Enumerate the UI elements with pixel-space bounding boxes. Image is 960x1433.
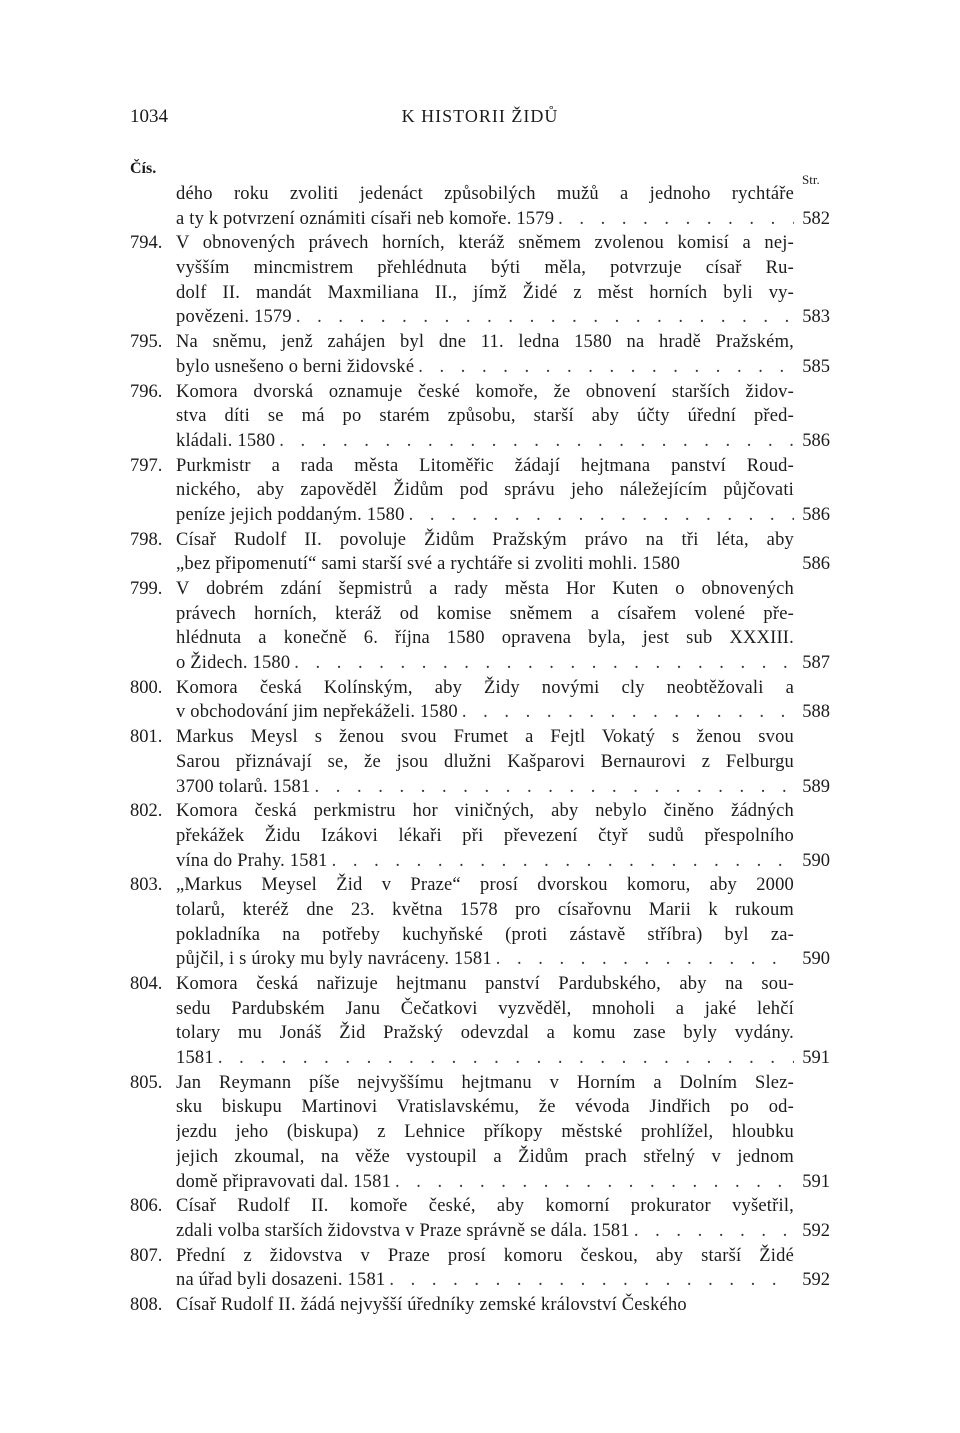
entry-text [176,380,794,454]
entry-last-line [176,1268,794,1293]
entry-text [176,1293,794,1318]
entry-last-line [176,1170,794,1195]
page-number: 1034 [130,106,168,127]
entry-text-line: kládali. 1580 [176,430,276,451]
entry-number: 801. [130,727,163,748]
entry-page-number: 588 [802,702,830,723]
entry-text-line: právech horních, kteráž od komise sněmem a císařem volené pře- [176,603,794,624]
entry-page-number: 586 [802,430,830,451]
entry-text-line: o Židech. 1580 [176,653,291,674]
entry-text-line: „bez připomenutí“ sami starší své a rychtáře si zvoliti mohli. 1580 [176,554,681,575]
entry-text-line: V obnovených právech horních, kteráž sněmem zvolenou komisí a nej- [176,233,794,254]
entry-text-line: Přední z židovstva v Praze prosí komoru českou, aby starší Židé [176,1245,794,1266]
entry-number: 808. [130,1294,163,1315]
entry-text-line: Komora česká Kolínským, aby Židy novými cly neobtěžovali a [176,677,794,698]
entry-page-number: 587 [802,653,830,674]
entry-text-line: a ty k potvrzení oznámiti císaři neb komoře. 1579 [176,208,555,229]
entry-page-number: 590 [802,949,830,970]
index-entry [130,528,830,577]
entry-text-line: jezdu jeho (biskupa) z Lehnice příkopy městské prohlížel, hloubku [176,1122,794,1143]
entry-text-line: peníze jejich poddaným. 1580 [176,504,405,525]
entry-page-number: 586 [802,554,830,575]
entry-text [176,577,794,676]
running-header [130,106,830,136]
entry-number: 795. [130,332,163,353]
entry-text-line: dého roku zvoliti jedenáct způsobilých mužů a jednoho rychtáře [176,184,794,204]
entry-number: 798. [130,529,163,550]
entry-page-number: 583 [802,307,830,328]
entry-text [176,528,794,577]
entry-text-line: 1581 [176,1048,214,1069]
running-title: K HISTORII ŽIDŮ [401,106,559,126]
dot-leader [409,503,794,528]
index-entry [130,1244,830,1293]
entry-text-line: V dobrém zdání šepmistrů a rady města Hor Kuten o obnovených [176,579,794,599]
entry-text-line: Komora česká perkmistru hor viničných, aby nebylo činěno žádných [176,801,794,822]
entry-text [176,873,794,972]
entry-text-line: „Markus Meysel Žid v Praze“ prosí dvorskou komoru, aby 2000 [176,875,794,896]
dot-leader [558,207,794,232]
index-entry [130,972,830,1071]
entry-number: 804. [130,974,163,994]
entry-text-line: sku biskupu Martinovi Vratislavskému, že vévoda Jindřich po od- [176,1097,794,1118]
entry-text-line: Císař Rudolf II. povoluje Židům Pražským právo na tři léta, aby [176,529,794,550]
entry-text [176,231,794,330]
dot-leader [418,355,794,380]
entry-text-line: nického, aby zapověděl Židům pod správu jeho náležejícím půjčovati [176,480,794,501]
entry-last-line [176,503,794,528]
entry-text-line: vína do Prahy. 1581 [176,850,328,871]
entry-number: 800. [130,677,163,698]
entry-text-line: tolary mu Jonáš Žid Pražský odevzdal a komu zase byly vydány. [176,1023,794,1044]
entry-page-number: 586 [802,504,830,525]
entry-text-line: Císař Rudolf II. komoře české, aby komorní prokurator vyšetřil, [176,1196,794,1217]
entry-last-line [176,207,794,232]
entry-text-line: Sarou přiznávají se, že jsou dlužni Kašparovi Bernaurovi z Felburgu [176,751,794,772]
dot-leader [279,429,794,454]
entry-last-line [176,1293,794,1318]
dot-leader [395,1170,794,1195]
index-entry [130,676,830,725]
entry-text-line: dolf II. mandát Maxmiliana II., jímž Židé z měst horních byli vy- [176,282,794,303]
entry-page-number: 592 [802,1220,830,1241]
entry-text-line: Císař Rudolf II. žádá nejvyšší úředníky zemské království Českého [176,1294,687,1315]
column-label-number: Čís. [130,160,157,177]
index-entry [130,1071,830,1194]
entry-number: 799. [130,579,163,599]
entry-number: 805. [130,1072,163,1093]
entry-page-number: 592 [802,1270,830,1291]
index-entry [130,799,830,873]
index-entry [130,182,830,231]
entry-text-line: překážek Židu Izákovi lékaři při převezení čtyř sudů přespolního [176,825,794,846]
entry-text-line: v obchodování jim nepřekáželi. 1580 [176,702,458,723]
dot-leader [296,305,794,330]
entry-last-line [176,429,794,454]
entry-last-line [176,651,794,676]
dot-leader [496,947,794,972]
entry-text-line: 3700 tolarů. 1581 [176,776,311,797]
dot-leader [634,1219,794,1244]
index-entry [130,380,830,454]
dot-leader [462,700,794,725]
entry-text [176,676,794,725]
index-entry [130,231,830,330]
entry-last-line [176,775,794,800]
entry-page-number: 585 [802,356,830,377]
entry-text [176,1244,794,1293]
dot-leader [389,1268,794,1293]
entry-text-line: vyšším mincmistrem přehlédnuta býti měla, potvrzuje císař Ru- [176,258,794,279]
entry-last-line [176,355,794,380]
dot-leader [332,849,794,874]
index-entry [130,454,830,528]
entry-page-number: 591 [802,1171,830,1192]
entry-number: 802. [130,801,163,822]
entry-text-line: sedu Pardubském Janu Čečatkovi vyzvěděl, mnoholi a jaké lehčí [176,998,794,1019]
entry-text-line: stva díti se má po starém způsobu, starší aby účty úřední před- [176,406,794,427]
column-label-page: Str. [802,172,820,187]
index-entry [130,577,830,676]
entry-text [176,1071,794,1194]
index-entries [130,182,830,1318]
entry-last-line [176,947,794,972]
entry-text-line: hlédnuta a konečně 6. října 1580 opravena byla, jest sub XXXIII. [176,628,794,649]
dot-leader [294,651,794,676]
entry-page-number: 590 [802,850,830,871]
entry-text-line: tolarů, kteréž dne 23. května 1578 pro císařovnu Marii k rukoum [176,899,794,920]
entry-text-line: Na sněmu, jenž zahájen byl dne 11. ledna 1580 na hradě Pražském, [176,332,794,353]
entry-text-line: bylo usnešeno o berni židovské [176,356,415,377]
index-entry [130,1194,830,1243]
entry-number: 807. [130,1245,163,1266]
index-entry [130,330,830,379]
entry-text-line: Komora dvorská oznamuje české komoře, že obnovení starších židov- [176,381,794,402]
entry-last-line [176,552,794,577]
entry-number: 796. [130,381,163,402]
entry-page-number: 582 [802,208,830,229]
entry-text-line: jejich zkoumal, na věže vystoupil a Židům prach střelný v jednom [176,1146,794,1167]
entry-number: 806. [130,1196,163,1217]
entry-text [176,972,794,1071]
entry-text [176,725,794,799]
entry-text-line: Komora česká nařizuje hejtmanu panství Pardubského, aby na sou- [176,974,794,994]
index-entry [130,725,830,799]
entry-text [176,799,794,873]
entry-text [176,1194,794,1243]
entry-last-line [176,1219,794,1244]
index-entry [130,1293,830,1318]
entry-number: 794. [130,233,163,254]
index-entry [130,873,830,972]
entry-page-number: 591 [802,1048,830,1069]
entry-last-line [176,1046,794,1071]
entry-number: 803. [130,875,163,896]
entry-text-line: pokladníka na potřeby kuchyňské (proti zástavě stříbra) byl za- [176,924,794,945]
entry-text [176,182,794,231]
dot-leader [314,775,794,800]
entry-last-line [176,305,794,330]
entry-text-line: zdali volba starších židovstva v Praze správně se dála. 1581 [176,1220,630,1241]
entry-text-line: Markus Meysl s ženou svou Frumet a Fejtl Vokatý s ženou svou [176,727,794,748]
entry-text [176,330,794,379]
entry-number: 797. [130,455,163,476]
entry-page-number: 589 [802,776,830,797]
entry-text-line: půjčil, i s úroky mu byly navráceny. 1581 [176,949,492,970]
entry-text-line: Purkmistr a rada města Litoměřic žádají hejtmana panství Roud- [176,455,794,476]
entry-last-line [176,700,794,725]
entry-text-line: na úřad byli dosazeni. 1581 [176,1270,386,1291]
entry-text-line: Jan Reymann píše nejvyššímu hejtmanu v Horním a Dolním Slez- [176,1072,794,1093]
entry-text-line: domě připravovati dal. 1581 [176,1171,392,1192]
entry-last-line [176,849,794,874]
entry-text-line: povězeni. 1579 [176,307,292,328]
dot-leader [218,1046,794,1071]
entry-text [176,454,794,528]
